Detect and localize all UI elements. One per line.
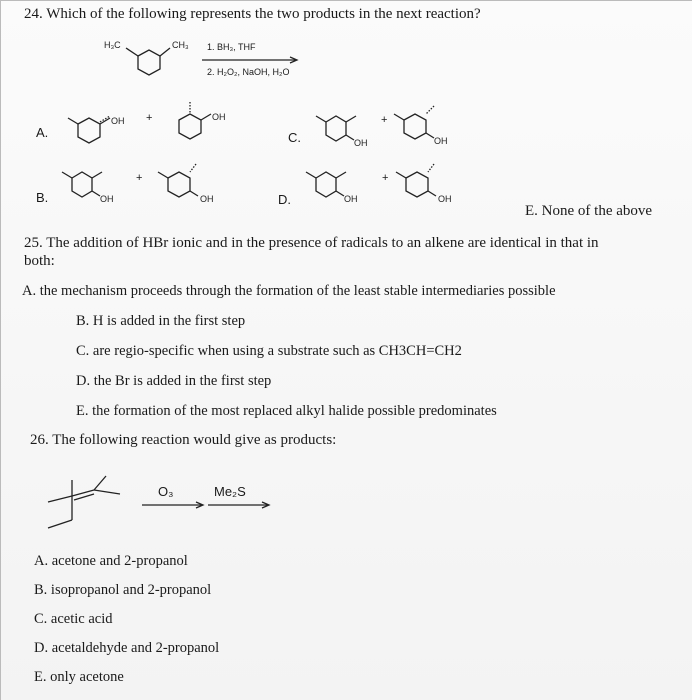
question-24-option-e: E. None of the above (525, 203, 653, 219)
question-26-option-a: A. acetone and 2-propanol (34, 553, 188, 569)
option-b-product-1 (56, 160, 136, 210)
option-c-plus: + (381, 114, 388, 126)
reactant-methyl-left-label: H₃C (104, 40, 121, 50)
option-b-product-2 (156, 158, 236, 208)
question-25-option-b: B. H is added in the first step (76, 313, 246, 329)
reagent-step-1: 1. BH₃, THF (207, 42, 256, 52)
question-25-text-line2: both: (24, 253, 55, 269)
option-b-plus: + (136, 172, 143, 184)
option-d-plus: + (382, 172, 389, 184)
reagent-step-2: 2. H₂O₂, NaOH, H₂O (207, 67, 290, 77)
option-a-product-2 (160, 100, 250, 140)
question-26-option-d: D. acetaldehyde and 2-propanol (34, 640, 220, 656)
reactant-structure (104, 36, 204, 86)
option-b-label: B. (36, 190, 49, 205)
option-d-oh-2: OH (438, 194, 452, 204)
question-26-text: 26. The following reaction would give as products: (30, 432, 337, 448)
option-a-plus: + (146, 112, 153, 124)
question-26-option-c: C. acetic acid (34, 611, 113, 627)
question-25-text-line1: 25. The addition of HBr ionic and in the presence of radicals to an alkene are identical in that in (24, 235, 599, 251)
reaction-arrow (200, 55, 300, 65)
question-25-option-e: E. the formation of the most replaced alkyl halide possible predominates (76, 403, 497, 419)
reagent-ozone: O₃ (158, 484, 174, 499)
dms-arrow (206, 500, 272, 510)
question-25-option-d: D. the Br is added in the first step (76, 373, 272, 389)
option-c-product-2 (392, 100, 472, 150)
option-a-oh-2: OH (212, 112, 226, 122)
photo-edge-top (0, 0, 692, 1)
option-d-product-2 (394, 158, 474, 208)
option-a-label: A. (36, 125, 49, 140)
option-c-oh-1: OH (354, 138, 368, 148)
option-a-product-1 (64, 104, 154, 144)
option-b-oh-1: OH (100, 194, 114, 204)
option-c-oh-2: OH (434, 136, 448, 146)
question-26-option-b: B. isopropanol and 2-propanol (34, 582, 212, 598)
question-24-text: 24. Which of the following represents the two products in the next reaction? (24, 6, 481, 22)
photo-edge-left (0, 0, 1, 700)
alkene-structure (36, 470, 126, 530)
option-c-product-1 (310, 104, 390, 154)
option-d-product-1 (300, 160, 380, 210)
question-25-option-a: A. the mechanism proceeds through the formation of the least stable intermediaries possible (22, 283, 556, 299)
option-d-oh-1: OH (344, 194, 358, 204)
ozone-arrow (140, 500, 206, 510)
question-26-option-e: E. only acetone (34, 669, 124, 685)
option-a-oh-1: OH (111, 116, 125, 126)
reactant-methyl-right-label: CH₃ (172, 40, 189, 50)
option-b-oh-2: OH (200, 194, 214, 204)
option-d-label: D. (278, 192, 291, 207)
reagent-dimethyl-sulfide: Me₂S (214, 484, 246, 499)
question-25-option-c: C. are regio-specific when using a substrate such as CH3CH=CH2 (76, 343, 462, 359)
option-c-label: C. (288, 130, 301, 145)
